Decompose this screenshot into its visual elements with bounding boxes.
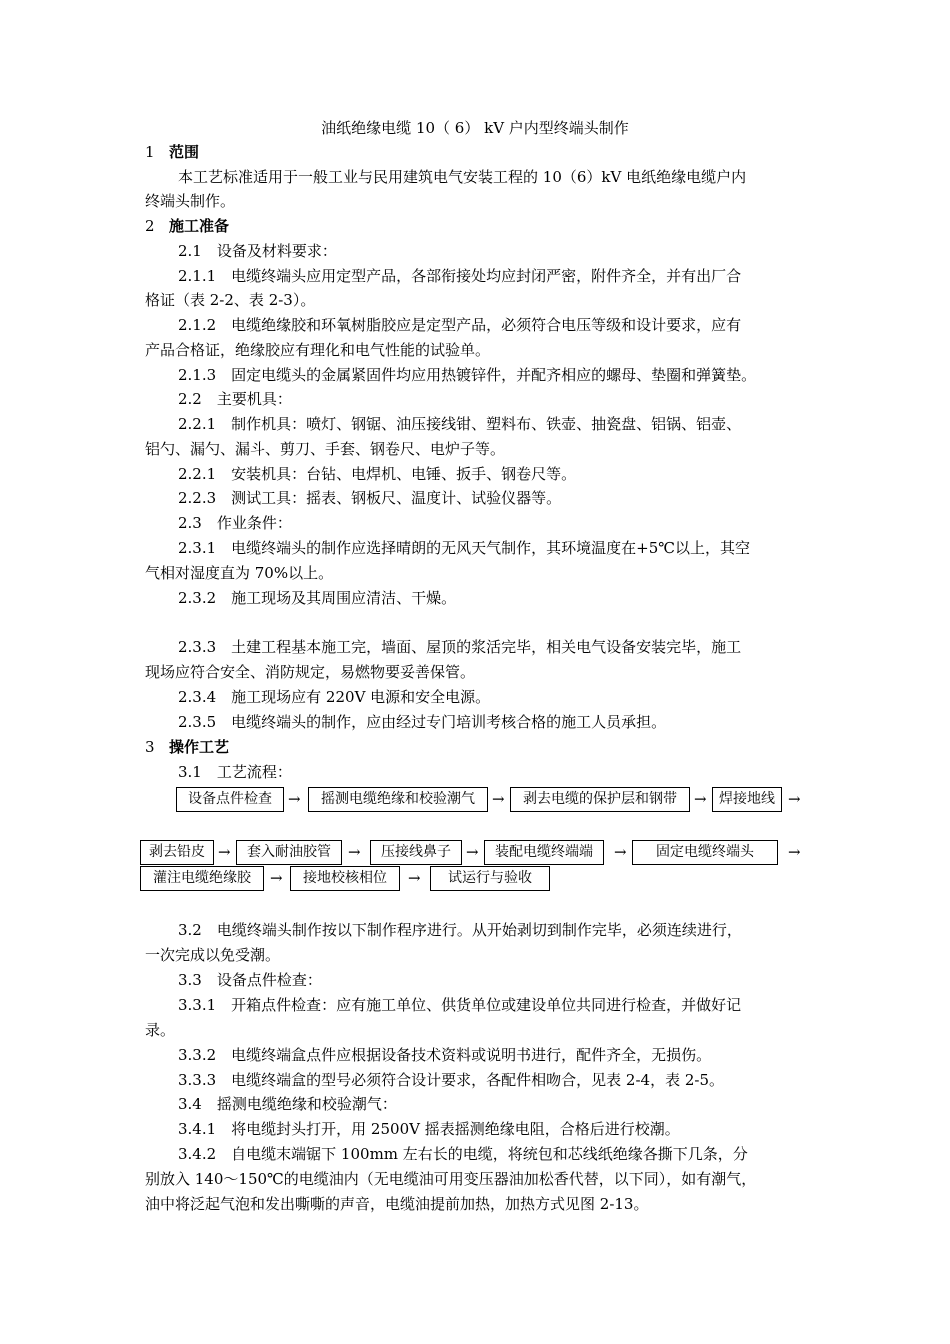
paragraph-line: 产品合格证，绝缘胶应有理化和电气性能的试验单。 [145, 341, 491, 359]
paragraph-line: 2.1.2 电缆绝缘胶和环氧树脂胶应是定型产品，必须符合电压等级和设计要求，应有 [178, 316, 742, 334]
paragraph-line: 2.1.1 电缆终端头应用定型产品，各部衔接处均应封闭严密，附件齐全，并有出厂合 [178, 267, 742, 285]
paragraph-line: 录。 [145, 1021, 176, 1039]
paragraph-line: 2.2.1 安装机具：台钻、电焊机、电锤、扳手、钢卷尺等。 [178, 465, 577, 483]
flow-step: 压接线鼻子 [370, 840, 462, 865]
arrow-icon: → [788, 843, 801, 861]
paragraph-line: 3.4.2 自电缆末端锯下 100mm 左右长的电缆，将统包和芯线纸绝缘各撕下几条，分 [178, 1145, 748, 1163]
paragraph-line: 2.3.4 施工现场应有 220V 电源和安全电源。 [178, 688, 491, 706]
section-label: 操作工艺 [169, 738, 230, 756]
paragraph-line: 2.3.1 电缆终端头的制作应选择晴朗的无风天气制作，其环境温度在+5℃以上，其空 [178, 539, 751, 557]
subsection-heading: 2.2 主要机具： [178, 390, 292, 408]
paragraph-line: 2.3.2 施工现场及其周围应清洁、干燥。 [178, 589, 457, 607]
flow-step: 固定电缆终端头 [632, 840, 778, 865]
arrow-icon: → [408, 869, 421, 887]
flow-step: 试运行与验收 [430, 866, 550, 891]
section-3-heading [145, 737, 229, 757]
paragraph-line: 3.3.2 电缆终端盒点件应根据设备技术资料或说明书进行，配件齐全，无损伤。 [178, 1046, 712, 1064]
paragraph-line: 现场应符合安全、消防规定，易燃物要妥善保管。 [145, 663, 476, 681]
section-label: 施工准备 [169, 217, 230, 235]
section-label: 范围 [169, 143, 200, 161]
paragraph-line: 铝勺、漏勺、漏斗、剪刀、手套、钢卷尺、电炉子等。 [145, 440, 506, 458]
subsection-heading: 2.1 设备及材料要求： [178, 242, 337, 260]
flow-step: 焊接地线 [712, 787, 782, 812]
arrow-icon: → [492, 790, 505, 808]
section-number: 2 [145, 217, 155, 235]
flow-step: 剥去铅皮 [140, 840, 214, 865]
subsection-heading: 3.1 工艺流程： [178, 763, 292, 781]
arrow-icon: → [614, 843, 627, 861]
flow-step: 剥去电缆的保护层和钢带 [510, 787, 690, 812]
paragraph-line: 2.3.5 电缆终端头的制作，应由经过专门培训考核合格的施工人员承担。 [178, 713, 667, 731]
flow-step: 套入耐油胶管 [236, 840, 342, 865]
paragraph-line: 本工艺标准适用于一般工业与民用建筑电气安装工程的 10（6）kV 电纸绝缘电缆户内 [178, 168, 747, 186]
subsection-heading: 2.3 作业条件： [178, 514, 292, 532]
section-1-heading [145, 142, 199, 162]
paragraph-line: 格证（表 2-2、表 2-3）。 [145, 291, 316, 309]
paragraph-line: 油中将泛起气泡和发出嘶嘶的声音，电缆油提前加热，加热方式见图 2-13。 [145, 1195, 649, 1213]
flow-step: 装配电缆终端端 [484, 840, 604, 865]
section-2-heading [145, 216, 229, 236]
arrow-icon: → [218, 843, 231, 861]
paragraph-line: 别放入 140～150℃的电缆油内（无电缆油可用变压器油加松香代替，以下同），如有潮气， [145, 1170, 757, 1188]
paragraph-line: 3.2 电缆终端头制作按以下制作程序进行。从开始剥切到制作完毕，必须连续进行， [178, 921, 742, 939]
paragraph-line: 3.3.3 电缆终端盒的型号必须符合设计要求，各配件相吻合，见表 2-4，表 2-5。 [178, 1071, 725, 1089]
arrow-icon: → [348, 843, 361, 861]
paragraph-line: 2.1.3 固定电缆头的金属紧固件均应用热镀锌件，并配齐相应的螺母、垫圈和弹簧垫。 [178, 366, 757, 384]
flow-step: 摇测电缆绝缘和校验潮气 [308, 787, 488, 812]
arrow-icon: → [694, 790, 707, 808]
arrow-icon: → [466, 843, 479, 861]
subsection-heading: 3.3 设备点件检查： [178, 971, 322, 989]
paragraph-line: 3.4.1 将电缆封头打开，用 2500V 摇表摇测绝缘电阻，合格后进行校潮。 [178, 1120, 680, 1138]
paragraph-line: 2.2.3 测试工具：摇表、钢板尺、温度计、试验仪器等。 [178, 489, 562, 507]
flow-step: 设备点件检查 [176, 787, 284, 812]
arrow-icon: → [270, 869, 283, 887]
paragraph-line: 一次完成以免受潮。 [145, 946, 281, 964]
subsection-heading: 3.4 摇测电缆绝缘和校验潮气： [178, 1095, 397, 1113]
arrow-icon: → [288, 790, 301, 808]
section-number: 3 [145, 738, 155, 756]
flow-step: 灌注电缆绝缘胶 [140, 866, 264, 891]
arrow-icon: → [788, 790, 801, 808]
paragraph-line: 2.3.3 土建工程基本施工完，墙面、屋顶的浆活完毕，相关电气设备安装完毕，施工 [178, 638, 742, 656]
paragraph-line: 气相对湿度直为 70%以上。 [145, 564, 334, 582]
paragraph-line: 3.3.1 开箱点件检查：应有施工单位、供货单位或建设单位共同进行检查，并做好记 [178, 996, 742, 1014]
flow-step: 接地校核相位 [290, 866, 400, 891]
paragraph-line: 2.2.1 制作机具：喷灯、钢锯、油压接线钳、塑料布、铁壶、抽瓷盘、铝锅、铝壶、 [178, 415, 742, 433]
paragraph-line: 终端头制作。 [145, 192, 236, 210]
section-number: 1 [145, 143, 155, 161]
page-title: 油纸绝缘电缆 10（ 6） kV 户内型终端头制作 [321, 119, 629, 137]
